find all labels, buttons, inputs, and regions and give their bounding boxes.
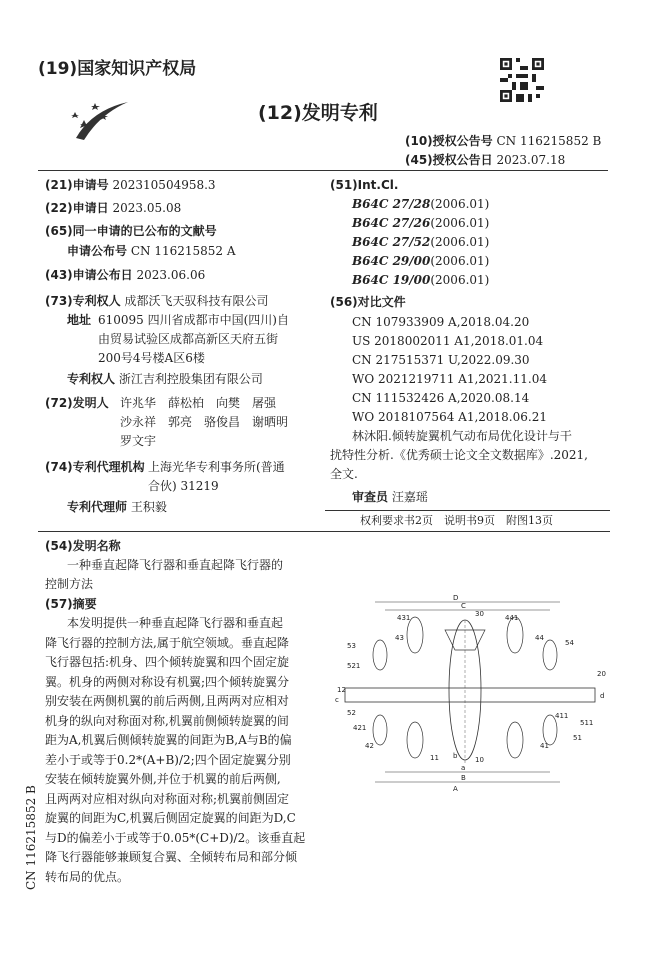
fig-label: 44 [535,634,544,642]
abstract-line: 本发明提供一种垂直起降飞行器和垂直起 [67,616,284,630]
abstract-line: 降飞行器能够兼顾复合翼、全倾转布局和部分倾 [45,850,298,864]
fig-label: 411 [555,712,569,720]
abstract-line: 差小于或等于0.2*(A+B)/2;四个固定旋翼分别 [45,752,291,767]
fig-label: 54 [565,639,574,647]
fig-label: b [453,752,458,760]
abstract-line: 安装在倾转旋翼外侧,并位于机翼的前后两侧, [45,772,281,786]
patentee: (73)专利权人 成都沃飞天驭科技有限公司 [45,294,269,308]
fig-label: d [600,692,605,700]
abstract-line: 机身的纵向对称面对称,机翼前侧倾转旋翼的间 [45,713,289,728]
cited-item: CN 217515371 U,2022.09.30 [352,353,530,367]
application-pub-date: (43)申请公布日 2023.06.06 [45,268,206,282]
fig-label: A [453,785,458,793]
intcl-item: B64C 27/26(2006.01) [352,216,490,230]
inventors-line-3: 罗文宇 [120,434,157,448]
agency-label: (74)专利代理机构 [45,460,145,474]
mid-divider [38,531,610,532]
fig-label: 421 [353,724,367,732]
fig-label: 41 [540,742,549,750]
abstract-line: 与D的偏差小于或等于0.05*(C+D)/2。该垂直起 [45,830,306,845]
fig-label: 20 [597,670,606,678]
application-date: (22)申请日 2023.05.08 [45,201,182,215]
aircraft-figure [325,590,615,795]
fig-label: 42 [365,742,374,750]
title-label: (54)发明名称 [45,539,121,553]
abstract-line: 翼。机身的两侧对称设有机翼;四个倾转旋翼分 [45,674,290,689]
fig-label: B [461,774,466,782]
prior-pub-heading: (65)同一申请的已公布的文献号 [45,224,217,238]
address-line-3: 200号4号楼A区6楼 [98,351,205,365]
fig-label: 11 [430,754,439,762]
abstract-line: 且两两对应相对纵向对称面对称;机翼前侧固定 [45,791,290,806]
fig-label: 43 [395,634,404,642]
fig-label: 53 [347,642,356,650]
intcl-item: B64C 29/00(2006.01) [352,254,490,268]
abstract-line: 飞行器包括:机身、四个倾转旋翼和四个固定旋 [45,655,290,669]
prior-pub-number: 申请公布号 CN 116215852 A [67,244,236,258]
intcl-item: B64C 27/52(2006.01) [352,235,490,249]
patentee-2: 专利权人 浙江吉利控股集团有限公司 [67,372,263,386]
fig-label: 30 [475,610,484,618]
fig-label: a [461,764,466,772]
fig-label: 51 [573,734,582,742]
inventor-label: (72)发明人 [45,396,109,410]
intcl-item: B64C 27/28(2006.01) [352,197,490,211]
fig-label: 52 [347,709,356,717]
doc-type: (12)发明专利 [258,102,378,124]
cited-label: (56)对比文件 [330,295,406,309]
agent: 专利代理师 王积毅 [67,500,167,514]
fig-label: 431 [397,614,411,622]
abstract-line: 别安装在两侧机翼的前后两侧,且两两对应相对 [45,694,289,708]
inventors-line-1: 许兆华 薛松柏 向樊 屠强 [120,396,277,410]
page-counts: 权利要求书2页 说明书9页 附图13页 [360,514,553,527]
agency-line-2: 合伙) 31219 [148,479,219,493]
address-line-2: 由贸易试验区成都高新区天府五街 [98,332,279,346]
cited-text-line-2: 扰特性分析.《优秀硕士论文全文数据库》.2021, [330,448,588,462]
cited-item: CN 107933909 A,2018.04.20 [352,315,530,329]
fig-label: 10 [475,756,484,764]
cited-item: WO 2021219711 A1,2021.11.04 [352,372,547,386]
cited-text-line-1: 林沐阳.倾转旋翼机气动布局优化设计与干 [352,429,572,443]
fig-label: 511 [580,719,594,727]
grant-pub-date: (45)授权公告日 2023.07.18 [405,153,566,167]
cited-item: US 2018002011 A1,2018.01.04 [352,334,544,348]
abstract-label: (57)摘要 [45,597,97,611]
cited-text-line-3: 全文. [330,467,358,481]
abstract-line: 旋翼的间距为C,机翼后侧固定旋翼的间距为D,C [45,811,296,825]
inventors-line-2: 沙永祥 郭亮 骆俊昌 谢晒明 [120,415,289,429]
cited-item: CN 111532426 A,2020.08.14 [352,391,530,405]
abstract-line: 降飞行器的控制方法,属于航空领域。垂直起降 [45,635,289,650]
office-name: (19)国家知识产权局 [38,59,197,79]
top-divider [38,170,608,171]
cnipa-logo [70,88,134,144]
fig-label: 12 [337,686,346,694]
fig-label: c [335,696,339,704]
qr-code [500,58,544,102]
fig-label: C [461,602,466,610]
abstract-line: 转布局的优点。 [45,869,130,884]
abstract-line: 距为A,机翼后侧倾转旋翼的间距为B,A与B的偏 [45,733,292,747]
intcl-item: B64C 19/00(2006.01) [352,273,490,287]
pages-divider [325,510,610,511]
application-number: (21)申请号 202310504958.3 [45,178,216,192]
intcl-label: (51)Int.Cl. [330,178,399,192]
title-line-2: 控制方法 [45,577,94,591]
address-label: 地址 [67,313,92,327]
title-line-1: 一种垂直起降飞行器和垂直起降飞行器的 [67,558,284,572]
abstract-body [45,614,310,887]
fig-label: 521 [347,662,361,670]
fig-label: 441 [505,614,519,622]
address-line-1: 610095 四川省成都市中国(四川)自 [98,313,289,327]
grant-pub-no: (10)授权公告号 CN 116215852 B [405,134,602,148]
agency-line-1: 上海光华专利事务所(普通 [148,460,285,474]
cited-item: WO 2018107564 A1,2018.06.21 [352,410,547,424]
side-patent-number: CN 116215852 B [24,785,38,890]
fig-label: D [453,594,459,602]
examiner: 审查员 汪嘉瑶 [352,490,428,504]
